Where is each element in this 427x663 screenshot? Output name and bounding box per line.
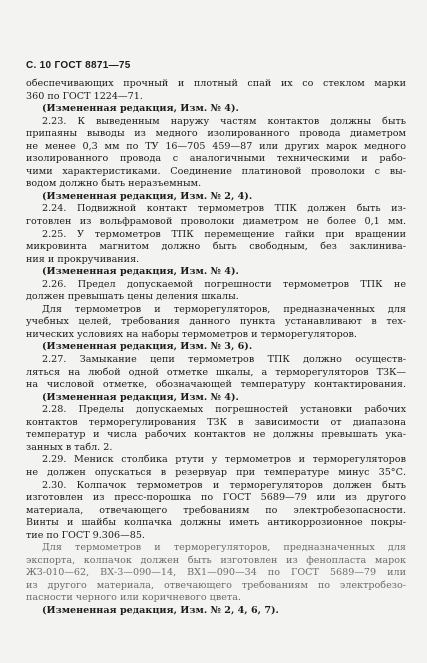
text-line: контактов терморегулирования ТЗК в зависимости от диапазона — [26, 416, 406, 428]
text-line: 2.23. К выведенным наружу частям контактов должны быть — [42, 115, 406, 127]
text-line: не должен опускаться в резервуар при температуре минус 35°С. — [26, 466, 406, 478]
text-line: на числовой отметке, обозначающей температуру контактирования. — [26, 379, 406, 391]
text-line: ляться на любой одной отметке шкалы, а терморегуляторов ТЗК— — [26, 366, 406, 378]
text-line: 2.29. Мениск столбика ртути у термометров и терморегуляторов — [42, 454, 406, 466]
text-line: изготовлен из пресс-порошка по ГОСТ 5689—79 или из другого — [26, 492, 406, 504]
text-line: чими характеристиками. Соединение платиновой проволоки с вы- — [26, 165, 406, 177]
text-line: Винты и шайбы колпачка должны иметь антикоррозионное покры- — [26, 517, 406, 529]
amendment-note: (Измененная редакция, Изм. № 4). — [42, 266, 239, 278]
amendment-note: (Измененная редакция, Изм. № 4). — [42, 103, 239, 115]
text-line: 2.30. Колпачок термометров и терморегуляторов должен быть — [42, 479, 406, 491]
text-line: из другого материала, отвечающего требованиям по электробезо- — [26, 579, 406, 591]
text-line: 2.24. Подвижной контакт термометров ТПК должен быть из- — [42, 203, 406, 215]
text-line: учебных целей, требования данного пункта устанавливают в тех- — [26, 316, 406, 328]
text-line: 2.28. Пределы допускаемых погрешностей установки рабочих — [42, 404, 406, 416]
text-line: экспорта, колпачок должен быть изготовлен из фенопласта марок — [26, 554, 406, 566]
text-line: нических условиях на наборы термометров и терморегуляторов. — [26, 328, 357, 340]
amendment-note: (Измененная редакция, Изм. № 4). — [42, 391, 239, 403]
text-line: пасности черного или коричневого цвета. — [26, 592, 241, 604]
text-line: Для термометров и терморегуляторов, предназначенных для — [42, 542, 406, 554]
text-line: 2.26. Предел допускаемой погрешности термометров ТПК не — [42, 278, 406, 290]
text-line: изолированного провода с аналогичными техническими и рабо- — [26, 153, 406, 165]
text-line: занных в табл. 2. — [26, 441, 113, 453]
text-line: 2.25. У термометров ТПК перемещение гайки при вращении — [42, 228, 406, 240]
text-line: 360 по ГОСТ 1224—71. — [26, 90, 143, 102]
body-text — [26, 78, 406, 618]
text-line: водом должно быть неразъемным. — [26, 178, 202, 190]
text-line: Для термометров и терморегуляторов, предназначенных для — [42, 303, 406, 315]
text-line: 2.27. Замыкание цепи термометров ТПК должно осуществ- — [42, 354, 406, 366]
text-line: припаяны выводы из медного изолированного провода диаметром — [26, 128, 406, 140]
amendment-note: (Измененная редакция, Изм. № 3, 6). — [42, 341, 253, 353]
text-line: тие по ГОСТ 9.306—85. — [26, 529, 145, 541]
page-header: С. 10 ГОСТ 8871—75 — [26, 60, 131, 71]
text-line: материала, отвечающего требованиям по электробезопасности. — [26, 504, 406, 516]
text-line: ния и прокручивания. — [26, 253, 140, 265]
text-line: температур и числа рабочих контактов не должны превышать ука- — [26, 429, 406, 441]
text-line: микровинта магнитом должно быть свободным, без заклинива- — [26, 241, 406, 253]
amendment-note: (Измененная редакция, Изм. № 2, 4, 6, 7). — [42, 604, 279, 616]
text-line: обеспечивающих прочный и плотный спай их со стеклом марки — [26, 78, 406, 89]
amendment-note: (Измененная редакция, Изм. № 2, 4). — [42, 190, 253, 202]
text-line: готовлен из вольфрамовой проволоки диаметром не более 0,1 мм. — [26, 216, 406, 228]
text-line: ЖЗ-010—62, ВХ-3—090—14, ВХ1—090—34 по ГОСТ 5689—79 или — [26, 567, 406, 579]
text-line: не менее 0,3 мм по ТУ 16—705 459—87 или других марок медного — [26, 140, 406, 152]
text-line: должен превышать цены деления шкалы. — [26, 291, 239, 303]
